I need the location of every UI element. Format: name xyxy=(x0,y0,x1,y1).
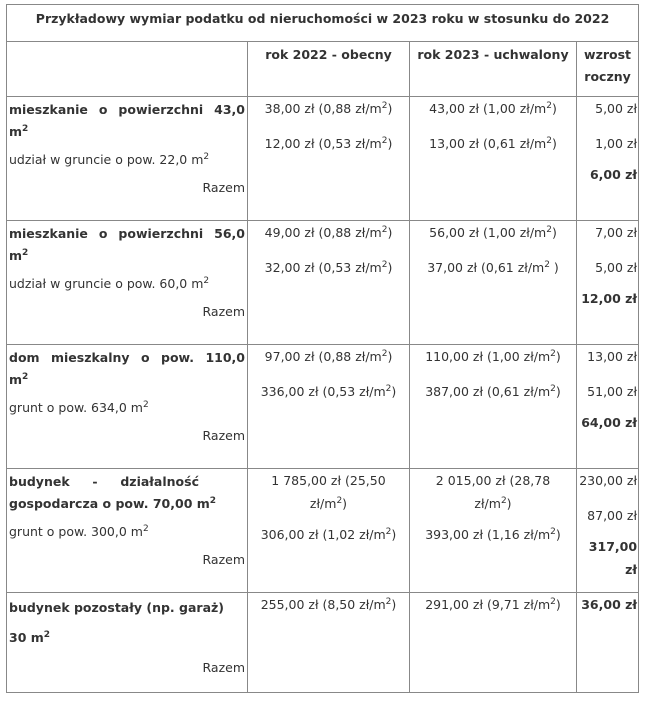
header-increase-line2: roczny xyxy=(584,69,631,84)
value-2022-building: 255,00 zł (8,50 $zł/m^2$) xyxy=(260,596,397,612)
value-2023-land: 37,00 zł (0,61 $zł/m^2$ ) xyxy=(427,259,559,275)
row-2022-values xyxy=(248,469,410,593)
row-2023-values xyxy=(410,469,577,593)
row-sub-description: udział w gruncie o pow. 60,0 $m^2$ xyxy=(9,275,210,291)
header-empty-cell xyxy=(7,42,248,97)
increase-total: 36,00 zł xyxy=(581,597,638,612)
row-2023-values xyxy=(410,221,577,345)
row-2022-values xyxy=(248,97,410,221)
increase-land: 51,00 zł xyxy=(587,384,638,399)
increase-land: 87,00 zł xyxy=(587,508,638,523)
increase-total: 64,00 zł xyxy=(581,415,638,430)
row-2023-values xyxy=(410,593,577,693)
table-row xyxy=(7,469,639,593)
header-2023: rok 2023 - uchwalony xyxy=(410,42,577,97)
increase-land: 1,00 zł xyxy=(595,136,638,151)
row-total-label: Razem xyxy=(202,660,245,675)
row-title-line1: dom mieszkalny o pow. 110,0 xyxy=(9,350,245,365)
value-2023-land: 13,00 zł (0,61 $zł/m^2$) xyxy=(429,135,557,151)
row-increase-values xyxy=(577,345,639,469)
value-2023-building: 291,00 zł (9,71 $zł/m^2$) xyxy=(425,596,561,612)
value-2022-land: 306,00 zł (1,02 $zł/m^2$) xyxy=(260,526,397,542)
row-increase-values xyxy=(577,97,639,221)
row-description xyxy=(7,221,248,345)
header-increase-line1: wzrost xyxy=(584,47,632,62)
value-2023-building: 43,00 zł (1,00 $zł/m^2$) xyxy=(429,100,557,116)
row-2022-values xyxy=(248,221,410,345)
value-2022-building: 97,00 zł (0,88 $zł/m^2$) xyxy=(264,348,393,364)
table-row xyxy=(7,97,639,221)
value-2023-building: 2 015,00 zł (28,78 xyxy=(435,473,551,488)
row-description xyxy=(7,469,248,593)
value-2022-building-unit: $zł/m^2$) xyxy=(309,495,348,511)
row-sub-description: grunt o pow. 300,0 $m^2$ xyxy=(9,523,149,539)
header-increase xyxy=(577,42,639,97)
row-description xyxy=(7,345,248,469)
row-increase-values xyxy=(577,593,639,693)
increase-total: 317,00 xyxy=(588,539,638,554)
table-row xyxy=(7,221,639,345)
row-title-line2: $m^2$ xyxy=(9,247,29,263)
increase-building: 5,00 zł xyxy=(595,101,638,116)
increase-land: 5,00 zł xyxy=(595,260,638,275)
value-2023-building: 56,00 zł (1,00 $zł/m^2$) xyxy=(429,224,557,240)
row-increase-values xyxy=(577,221,639,345)
value-2022-land: 336,00 zł (0,53 $zł/m^2$) xyxy=(260,383,397,399)
row-increase-values xyxy=(577,469,639,593)
value-2022-land: 12,00 zł (0,53 $zł/m^2$) xyxy=(264,135,393,151)
row-title-line2: $m^2$ xyxy=(9,123,29,139)
caption-row xyxy=(7,5,639,42)
tax-table-container xyxy=(6,4,638,693)
value-2023-building-unit: $zł/m^2$) xyxy=(474,495,512,511)
tax-comparison-table xyxy=(6,4,639,693)
value-2023-land: 387,00 zł (0,61 $zł/m^2$) xyxy=(425,383,561,399)
row-title-line1: budynek - działalność xyxy=(9,474,199,489)
table-row xyxy=(7,345,639,469)
header-row xyxy=(7,42,639,97)
increase-total: 6,00 zł xyxy=(589,167,638,182)
row-sub-description: udział w gruncie o pow. 22,0 $m^2$ xyxy=(9,151,210,167)
table-caption: Przykładowy wymiar podatku od nieruchomości w 2023 roku w stosunku do 2022 xyxy=(7,5,639,42)
header-2022: rok 2022 - obecny xyxy=(248,42,410,97)
increase-building: 13,00 zł xyxy=(587,349,638,364)
row-total-label: Razem xyxy=(202,304,245,319)
value-2022-land: 32,00 zł (0,53 $zł/m^2$) xyxy=(264,259,393,275)
row-description xyxy=(7,593,248,693)
value-2022-building: 38,00 zł (0,88 $zł/m^2$) xyxy=(264,100,393,116)
row-title-line1: budynek pozostały (np. garaż) xyxy=(9,600,225,615)
value-2022-building: 1 785,00 zł (25,50 xyxy=(271,473,386,488)
row-2022-values xyxy=(248,345,410,469)
value-2023-land: 393,00 zł (1,16 $zł/m^2$) xyxy=(425,526,561,542)
increase-building: 230,00 zł xyxy=(579,473,638,488)
row-title-line2: $m^2$ xyxy=(9,371,29,387)
value-2023-building: 110,00 zł (1,00 $zł/m^2$) xyxy=(425,348,561,364)
increase-total-unit: zł xyxy=(625,562,638,577)
row-total-label: Razem xyxy=(202,180,245,195)
table-row xyxy=(7,593,639,693)
row-sub-description: grunt o pow. 634,0 $m^2$ xyxy=(9,399,149,415)
row-total-label: Razem xyxy=(202,552,245,567)
row-2023-values xyxy=(410,345,577,469)
increase-building: 7,00 zł xyxy=(595,225,638,240)
row-2023-values xyxy=(410,97,577,221)
row-2022-values xyxy=(248,593,410,693)
row-title-line2: gospodarcza o pow. 70,00 $m^2$ xyxy=(9,495,217,511)
row-total-label: Razem xyxy=(202,428,245,443)
value-2022-building: 49,00 zł (0,88 $zł/m^2$) xyxy=(264,224,393,240)
row-title-line1: mieszkanie o powierzchni 43,0 xyxy=(9,102,245,117)
row-description xyxy=(7,97,248,221)
row-title-line1: mieszkanie o powierzchni 56,0 xyxy=(9,226,245,241)
increase-total: 12,00 zł xyxy=(581,291,638,306)
row-title-line2: 30 $m^2$ xyxy=(9,629,51,645)
